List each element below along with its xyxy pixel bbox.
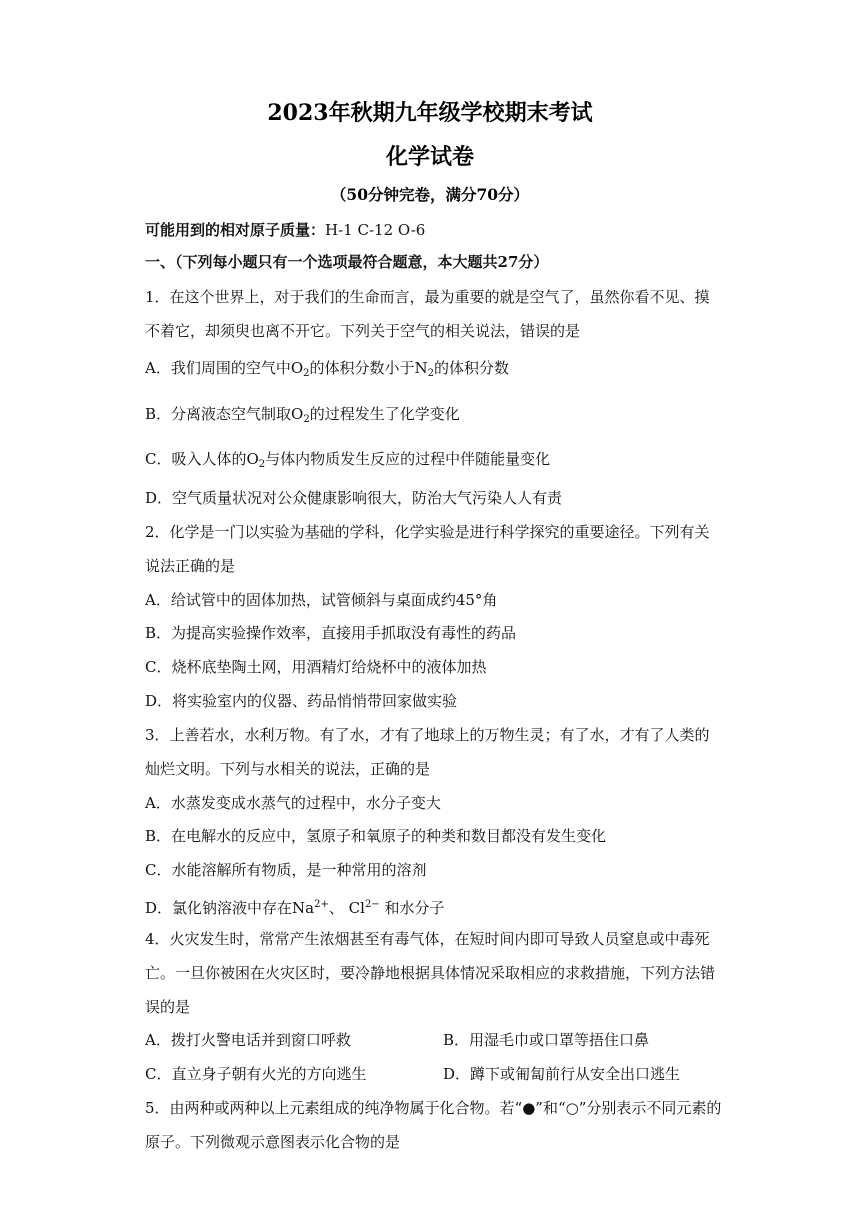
option-text: 和水分子: [384, 899, 445, 917]
q2-option-d: D．将实验室内的仪器、药品悄悄带回家做实验: [145, 692, 458, 710]
subscript: 2: [303, 368, 310, 379]
q2-option-b: B．为提高实验操作效率，直接用手抓取没有毒性的药品: [145, 624, 517, 642]
exam-subject: 化学试卷: [385, 144, 474, 170]
formula-cl: Cl: [348, 899, 365, 917]
q3-stem-line: 灿烂文明。下列与水相关的说法，正确的是: [145, 760, 431, 778]
option-text: 的体积分数小于: [309, 359, 415, 377]
q3-stem-line: 3．上善若水，水利万物。有了水，才有了地球上的万物生灵；有了水，才有了人类的: [145, 726, 710, 744]
q1-stem-line: 1．在这个世界上，对于我们的生命而言，最为重要的就是空气了，虽然你看不见、摸: [145, 288, 710, 306]
q5-stem-line: 5．由两种或两种以上元素组成的纯净物属于化合物。若“●”和“○”分别表示不同元素的: [145, 1099, 722, 1117]
exam-time-score-note: （50分钟完卷，满分70分）: [330, 185, 530, 204]
formula-o: O: [291, 405, 304, 423]
q5-stem-line: 原子。下列微观示意图表示化合物的是: [145, 1133, 401, 1151]
option-text: D．氯化钠溶液中存在: [145, 899, 293, 917]
q2-option-c: C．烧杯底垫陶土网，用酒精灯给烧杯中的液体加热: [145, 658, 487, 676]
atomic-mass-label: 可能用到的相对原子质量：: [145, 221, 326, 239]
q4-stem-line: 亡。一旦你被困在火灾区时，要冷静地根据具体情况采取相应的求救措施，下列方法错: [145, 964, 716, 982]
q4-stem-line: 4．火灾发生时，常常产生浓烟甚至有毒气体，在短时间内即可导致人员窒息或中毒死: [145, 930, 710, 948]
subscript: 2: [427, 368, 435, 379]
option-text: 的体积分数: [434, 359, 510, 377]
formula-o: O: [246, 450, 259, 468]
q2-option-a: A．给试管中的固体加热，试管倾斜与桌面成约45°角: [145, 591, 498, 609]
q1-stem-line: 不着它，却须臾也离不开它。下列关于空气的相关说法，错误的是: [145, 322, 581, 340]
section-heading: 一、（下列每小题只有一个选项最符合题意，本大题共27分）: [145, 253, 549, 271]
q4-stem-line: 误的是: [145, 998, 191, 1016]
superscript: 2−: [364, 899, 380, 910]
q4-option-d: D．蹲下或匍匐前行从安全出口逃生: [443, 1065, 681, 1083]
atomic-mass-line: [145, 219, 725, 241]
q4-option-a: A．拨打火警电话并到窗口呼救: [145, 1031, 351, 1049]
option-text: B．分离液态空气制取: [145, 405, 292, 423]
subscript: 2: [258, 459, 266, 470]
q1-option-d: D．空气质量状况对公众健康影响很大，防治大气污染人人有责: [145, 489, 563, 507]
q4-option-c: C．直立身子朝有火光的方向逃生: [145, 1065, 367, 1083]
formula-na: Na: [292, 899, 315, 917]
q2-stem-line: 2．化学是一门以实验为基础的学科，化学实验是进行科学探究的重要途径。下列有关: [145, 523, 710, 541]
q1-option-a: [145, 357, 725, 385]
q3-option-a: A．水蒸发变成水蒸气的过程中，水分子变大: [145, 794, 441, 812]
superscript: 2+: [314, 899, 329, 910]
option-text: A．我们周围的空气中: [145, 359, 291, 377]
q1-option-c: [145, 448, 725, 476]
separator: 、: [328, 899, 344, 917]
q3-option-d: [145, 894, 725, 919]
formula-n: N: [414, 359, 428, 377]
subscript: 2: [303, 414, 310, 425]
option-text: 的过程发生了化学变化: [309, 405, 460, 423]
q3-option-c: C．水能溶解所有物质，是一种常用的溶剂: [145, 861, 427, 879]
q2-stem-line: 说法正确的是: [145, 557, 236, 575]
q3-option-b: B．在电解水的反应中，氢原子和氧原子的种类和数目都没有发生变化: [145, 827, 607, 845]
q4-option-b: B．用湿毛巾或口罩等捂住口鼻: [443, 1031, 650, 1049]
exam-title: 2023年秋期九年级学校期末考试: [267, 100, 593, 126]
atomic-mass-values: H-1 C-12 O-6: [325, 221, 426, 239]
formula-o: O: [290, 359, 304, 377]
q1-option-b: [145, 403, 725, 431]
option-text: 与体内物质发生反应的过程中伴随能量变化: [265, 450, 551, 468]
option-text: C．吸入人体的: [145, 450, 247, 468]
